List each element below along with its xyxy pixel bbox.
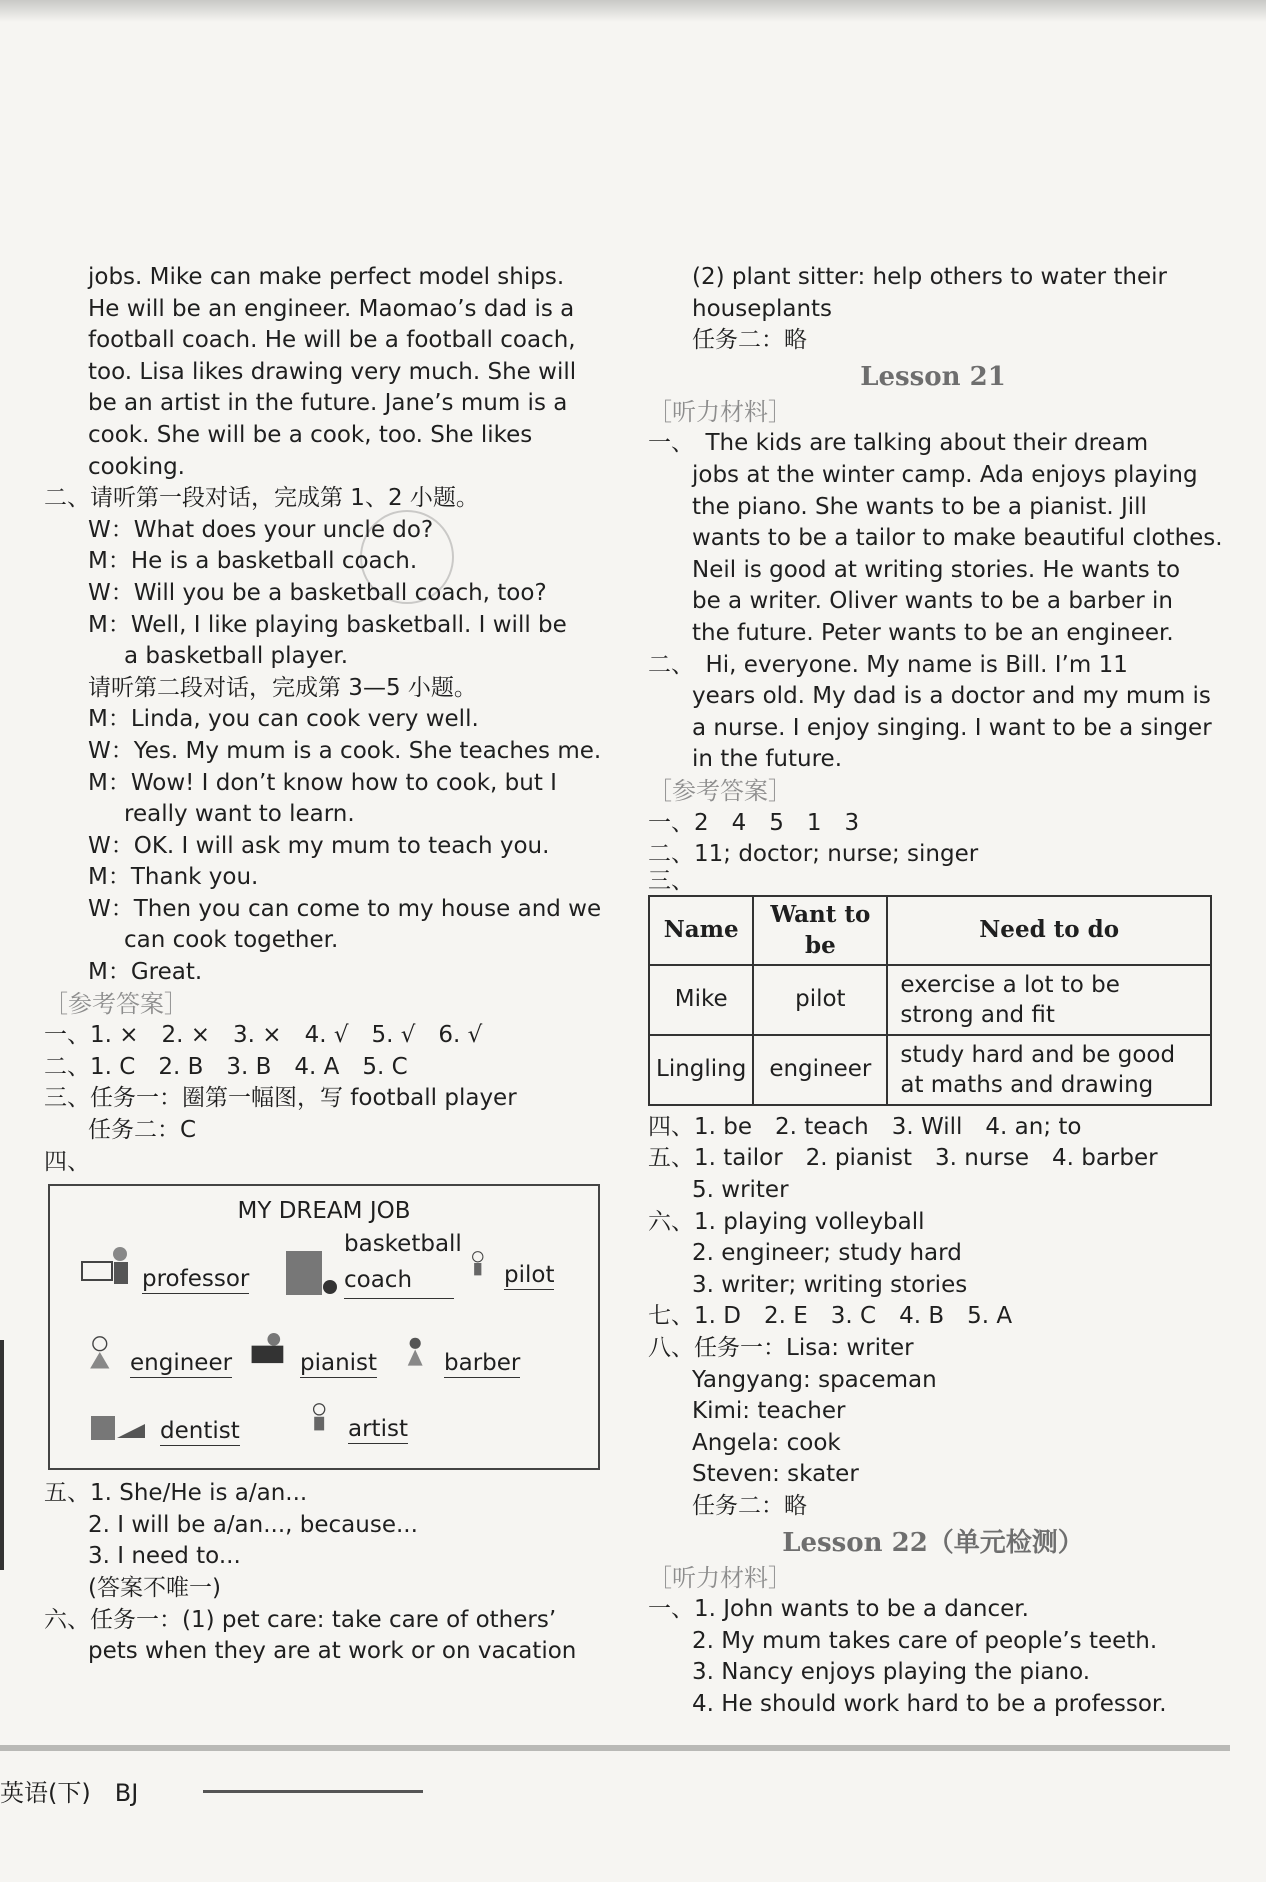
text-line: be an artist in the future. Jane’s mum is a: [88, 390, 568, 417]
job-pilot: [470, 1238, 554, 1290]
text-line: Neil is good at writing stories. He wants to: [692, 556, 1181, 583]
job-professor: [80, 1242, 249, 1294]
utterance: Linda, you can cook very well.: [130, 706, 479, 733]
answer-8-4: Angela: cook: [692, 1429, 841, 1456]
dialog-line: [44, 831, 606, 863]
job-label-wrap: [344, 1226, 462, 1299]
speaker: M：: [88, 864, 131, 891]
utterance: Wow! I don’t know how to cook, but I: [130, 769, 557, 796]
job-basketball-coach: [282, 1226, 462, 1299]
table-cell: Mike: [649, 965, 753, 1035]
dialog-line: [44, 925, 606, 957]
text-line: the future. Peter wants to be an engineer.: [692, 619, 1174, 646]
engineer-icon: [86, 1326, 126, 1378]
text-line: cook. She will be a cook, too. She likes: [88, 421, 533, 448]
basketball-coach-icon: [282, 1247, 340, 1299]
scan-top-band: [0, 0, 1266, 22]
table-row: [649, 965, 1211, 1035]
text-line: 3. Nancy enjoys playing the piano.: [692, 1659, 1091, 1686]
answer-8-3: Kimi: teacher: [692, 1398, 846, 1425]
utterance: Great.: [130, 959, 203, 986]
piano-icon: [250, 1326, 296, 1378]
answer-8-6: 任务二：略: [692, 1493, 807, 1519]
dialog-line: [44, 957, 606, 989]
answer-5-3: 3. I need to...: [88, 1543, 241, 1570]
utterance: Yes. My mum is a cook. She teaches me.: [133, 737, 602, 764]
table-cell: Lingling: [649, 1035, 753, 1105]
answer-8-1: 八、任务一：Lisa: writer: [648, 1335, 914, 1362]
artist-icon: [308, 1392, 344, 1444]
speaker: W：: [88, 832, 134, 859]
listening-1: [648, 428, 1223, 649]
job-label: professor: [142, 1266, 250, 1293]
section-heading: 二、请听第一段对话，完成第 1、2 小题。: [44, 485, 479, 512]
text-line: cooking.: [88, 453, 185, 480]
job-label: barber: [444, 1350, 521, 1377]
utterance: OK. I will ask my mum to teach you.: [133, 832, 550, 859]
dialog-line: [44, 641, 606, 673]
table-row: [649, 1035, 1211, 1105]
text-line: (2) plant sitter: help others to water their: [692, 264, 1167, 290]
speaker: M：: [88, 769, 131, 796]
utterance: He is a basketball coach.: [130, 548, 418, 575]
dream-job-title: MY DREAM JOB: [237, 1198, 411, 1225]
answer-4: 四、1. be 2. teach 3. Will 4. an; to: [648, 1113, 1082, 1140]
job-label: artist: [348, 1416, 408, 1443]
speaker: M：: [88, 611, 131, 638]
text-line: be a writer. Oliver wants to be a barber in: [692, 588, 1173, 615]
utterance: Thank you.: [130, 864, 259, 891]
table-cell: study hard and be good at maths and drawing: [887, 1035, 1211, 1105]
listening-label: ［听力材料］: [648, 397, 792, 426]
answer-label: ［参考答案］: [648, 776, 792, 805]
answer-6a: 六、任务一：(1) pet care: take care of others’: [44, 1606, 557, 1633]
dialog-line: [44, 768, 606, 800]
footer-label: 英语(下) BJ: [0, 1779, 139, 1807]
answer-6-3: 3. writer; writing stories: [692, 1271, 968, 1298]
table-header-row: [649, 896, 1211, 965]
text-line: jobs at the winter camp. Ada enjoys playing: [692, 461, 1198, 488]
listening-label: ［听力材料］: [648, 1563, 792, 1592]
answer-5-1: 五、1. She/He is a/an...: [44, 1480, 308, 1507]
job-label: pilot: [504, 1262, 555, 1289]
text-line: football coach. He will be a football coach,: [88, 327, 576, 354]
answer-1: 一、2 4 5 1 3: [648, 809, 860, 836]
text-line: the piano. She wants to be a pianist. Jill: [692, 493, 1147, 520]
text-line: 一、 The kids are talking about their dream: [648, 430, 1149, 457]
speaker: M：: [88, 548, 131, 575]
table-cell: engineer: [753, 1035, 887, 1105]
speaker: W：: [88, 737, 134, 764]
dialog-line: [44, 610, 606, 642]
answer-3a: 三、任务一：圈第一幅图，写 football player: [44, 1085, 517, 1112]
listening-2: [648, 650, 1218, 776]
section-heading: 请听第二段对话，完成第 3—5 小题。: [88, 674, 477, 701]
footer-rule: [203, 1790, 423, 1793]
table-header: Need to do: [887, 896, 1211, 965]
text-line: too. Lisa likes drawing very much. She will: [88, 358, 577, 385]
text-line: 4. He should work hard to be a professor.: [692, 1690, 1167, 1717]
lesson-22-title: Lesson 22（单元检测）: [782, 1527, 1084, 1558]
job-label: engineer: [130, 1350, 233, 1377]
answer-6b: pets when they are at work or on vacation: [88, 1638, 577, 1665]
text-line: 2. My mum takes care of people’s teeth.: [692, 1627, 1158, 1654]
utterance: really want to learn.: [124, 801, 355, 828]
utterance: can cook together.: [124, 927, 339, 954]
pilot-icon: [470, 1238, 500, 1290]
dialog-1: [44, 515, 606, 673]
answer-5-note: (答案不唯一): [88, 1575, 221, 1601]
job-pianist: [250, 1326, 377, 1378]
utterance: a basketball player.: [124, 643, 349, 670]
job-label: pianist: [300, 1350, 378, 1377]
text-line: 一、1. John wants to be a dancer.: [648, 1596, 1029, 1623]
answer-3b: 任务二：C: [88, 1117, 197, 1144]
job-engineer: [86, 1326, 232, 1378]
text-line: jobs. Mike can make perfect model ships.: [88, 264, 565, 290]
dialog-line: [44, 704, 606, 736]
lesson-21-title: Lesson 21: [860, 361, 1006, 392]
job-barber: [404, 1326, 520, 1378]
margin-bar: [0, 1340, 4, 1570]
utterance: What does your uncle do?: [133, 516, 434, 543]
utterance: Well, I like playing basketball. I will be: [130, 611, 567, 638]
dream-job-box: [48, 1184, 600, 1470]
dialog-line: [44, 862, 606, 894]
text-line: wants to be a tailor to make beautiful clothes.: [692, 525, 1223, 552]
footer-divider: [0, 1745, 1230, 1751]
dialog-line: [44, 736, 606, 768]
dialog-line: [44, 578, 606, 610]
dentist-icon: [80, 1394, 156, 1446]
speaker: M：: [88, 706, 131, 733]
text-line: years old. My dad is a doctor and my mum is: [692, 683, 1211, 710]
utterance: Then you can come to my house and we: [133, 895, 602, 922]
dialog-line: [44, 799, 606, 831]
job-label: dentist: [160, 1418, 240, 1445]
right-column: [648, 262, 1223, 1721]
text-line: He will be an engineer. Maomao’s dad is a: [88, 295, 575, 322]
left-column: [44, 262, 606, 1668]
dialog-line: [44, 515, 606, 547]
speaker: W：: [88, 516, 134, 543]
barber-icon: [404, 1326, 440, 1378]
dialog-2: [44, 704, 606, 988]
professor-icon: [80, 1242, 138, 1294]
answer-6-2: 2. engineer; study hard: [692, 1240, 962, 1267]
dialog-line: [44, 546, 606, 578]
answer-6-1: 六、1. playing volleyball: [648, 1208, 925, 1235]
dialog-line: [44, 894, 606, 926]
text-line: 任务二：略: [692, 327, 807, 354]
speaker: W：: [88, 579, 134, 606]
job-artist: [308, 1392, 408, 1444]
answer-5a: 五、1. tailor 2. pianist 3. nurse 4. barber: [648, 1145, 1158, 1172]
answer-8-2: Yangyang: spaceman: [692, 1366, 937, 1393]
text-line: a nurse. I enjoy singing. I want to be a singer: [692, 714, 1212, 741]
utterance: Will you be a basketball coach, too?: [133, 579, 547, 606]
dream-table: [648, 895, 1212, 1106]
table-header: Name: [649, 896, 753, 965]
answer-1: 一、1. × 2. × 3. × 4. √ 5. √ 6. √: [44, 1022, 483, 1049]
job-dentist: [80, 1394, 240, 1446]
answer-5b: 5. writer: [692, 1177, 789, 1204]
speaker: W：: [88, 895, 134, 922]
answer-label: ［参考答案］: [44, 989, 188, 1018]
answer-2: 二、1. C 2. B 3. B 4. A 5. C: [44, 1053, 408, 1080]
table-cell: pilot: [753, 965, 887, 1035]
answer-8-5: Steven: skater: [692, 1461, 859, 1488]
table-header: Want to be: [753, 896, 887, 965]
text-line: houseplants: [692, 295, 833, 322]
job-label: basketball coach: [344, 1226, 454, 1299]
text-line: in the future.: [692, 746, 843, 773]
text-line: 二、 Hi, everyone. My name is Bill. I’m 11: [648, 651, 1128, 678]
table-cell: exercise a lot to be strong and fit: [887, 965, 1211, 1035]
answer-2: 二、11; doctor; nurse; singer: [648, 841, 979, 868]
answer-5-2: 2. I will be a/an..., because...: [88, 1511, 418, 1538]
answer-3: 三、: [648, 867, 694, 894]
answer-4: 四、: [44, 1148, 90, 1175]
answer-7: 七、1. D 2. E 3. C 4. B 5. A: [648, 1303, 1013, 1330]
intro-paragraph: [44, 262, 606, 483]
speaker: M：: [88, 959, 131, 986]
